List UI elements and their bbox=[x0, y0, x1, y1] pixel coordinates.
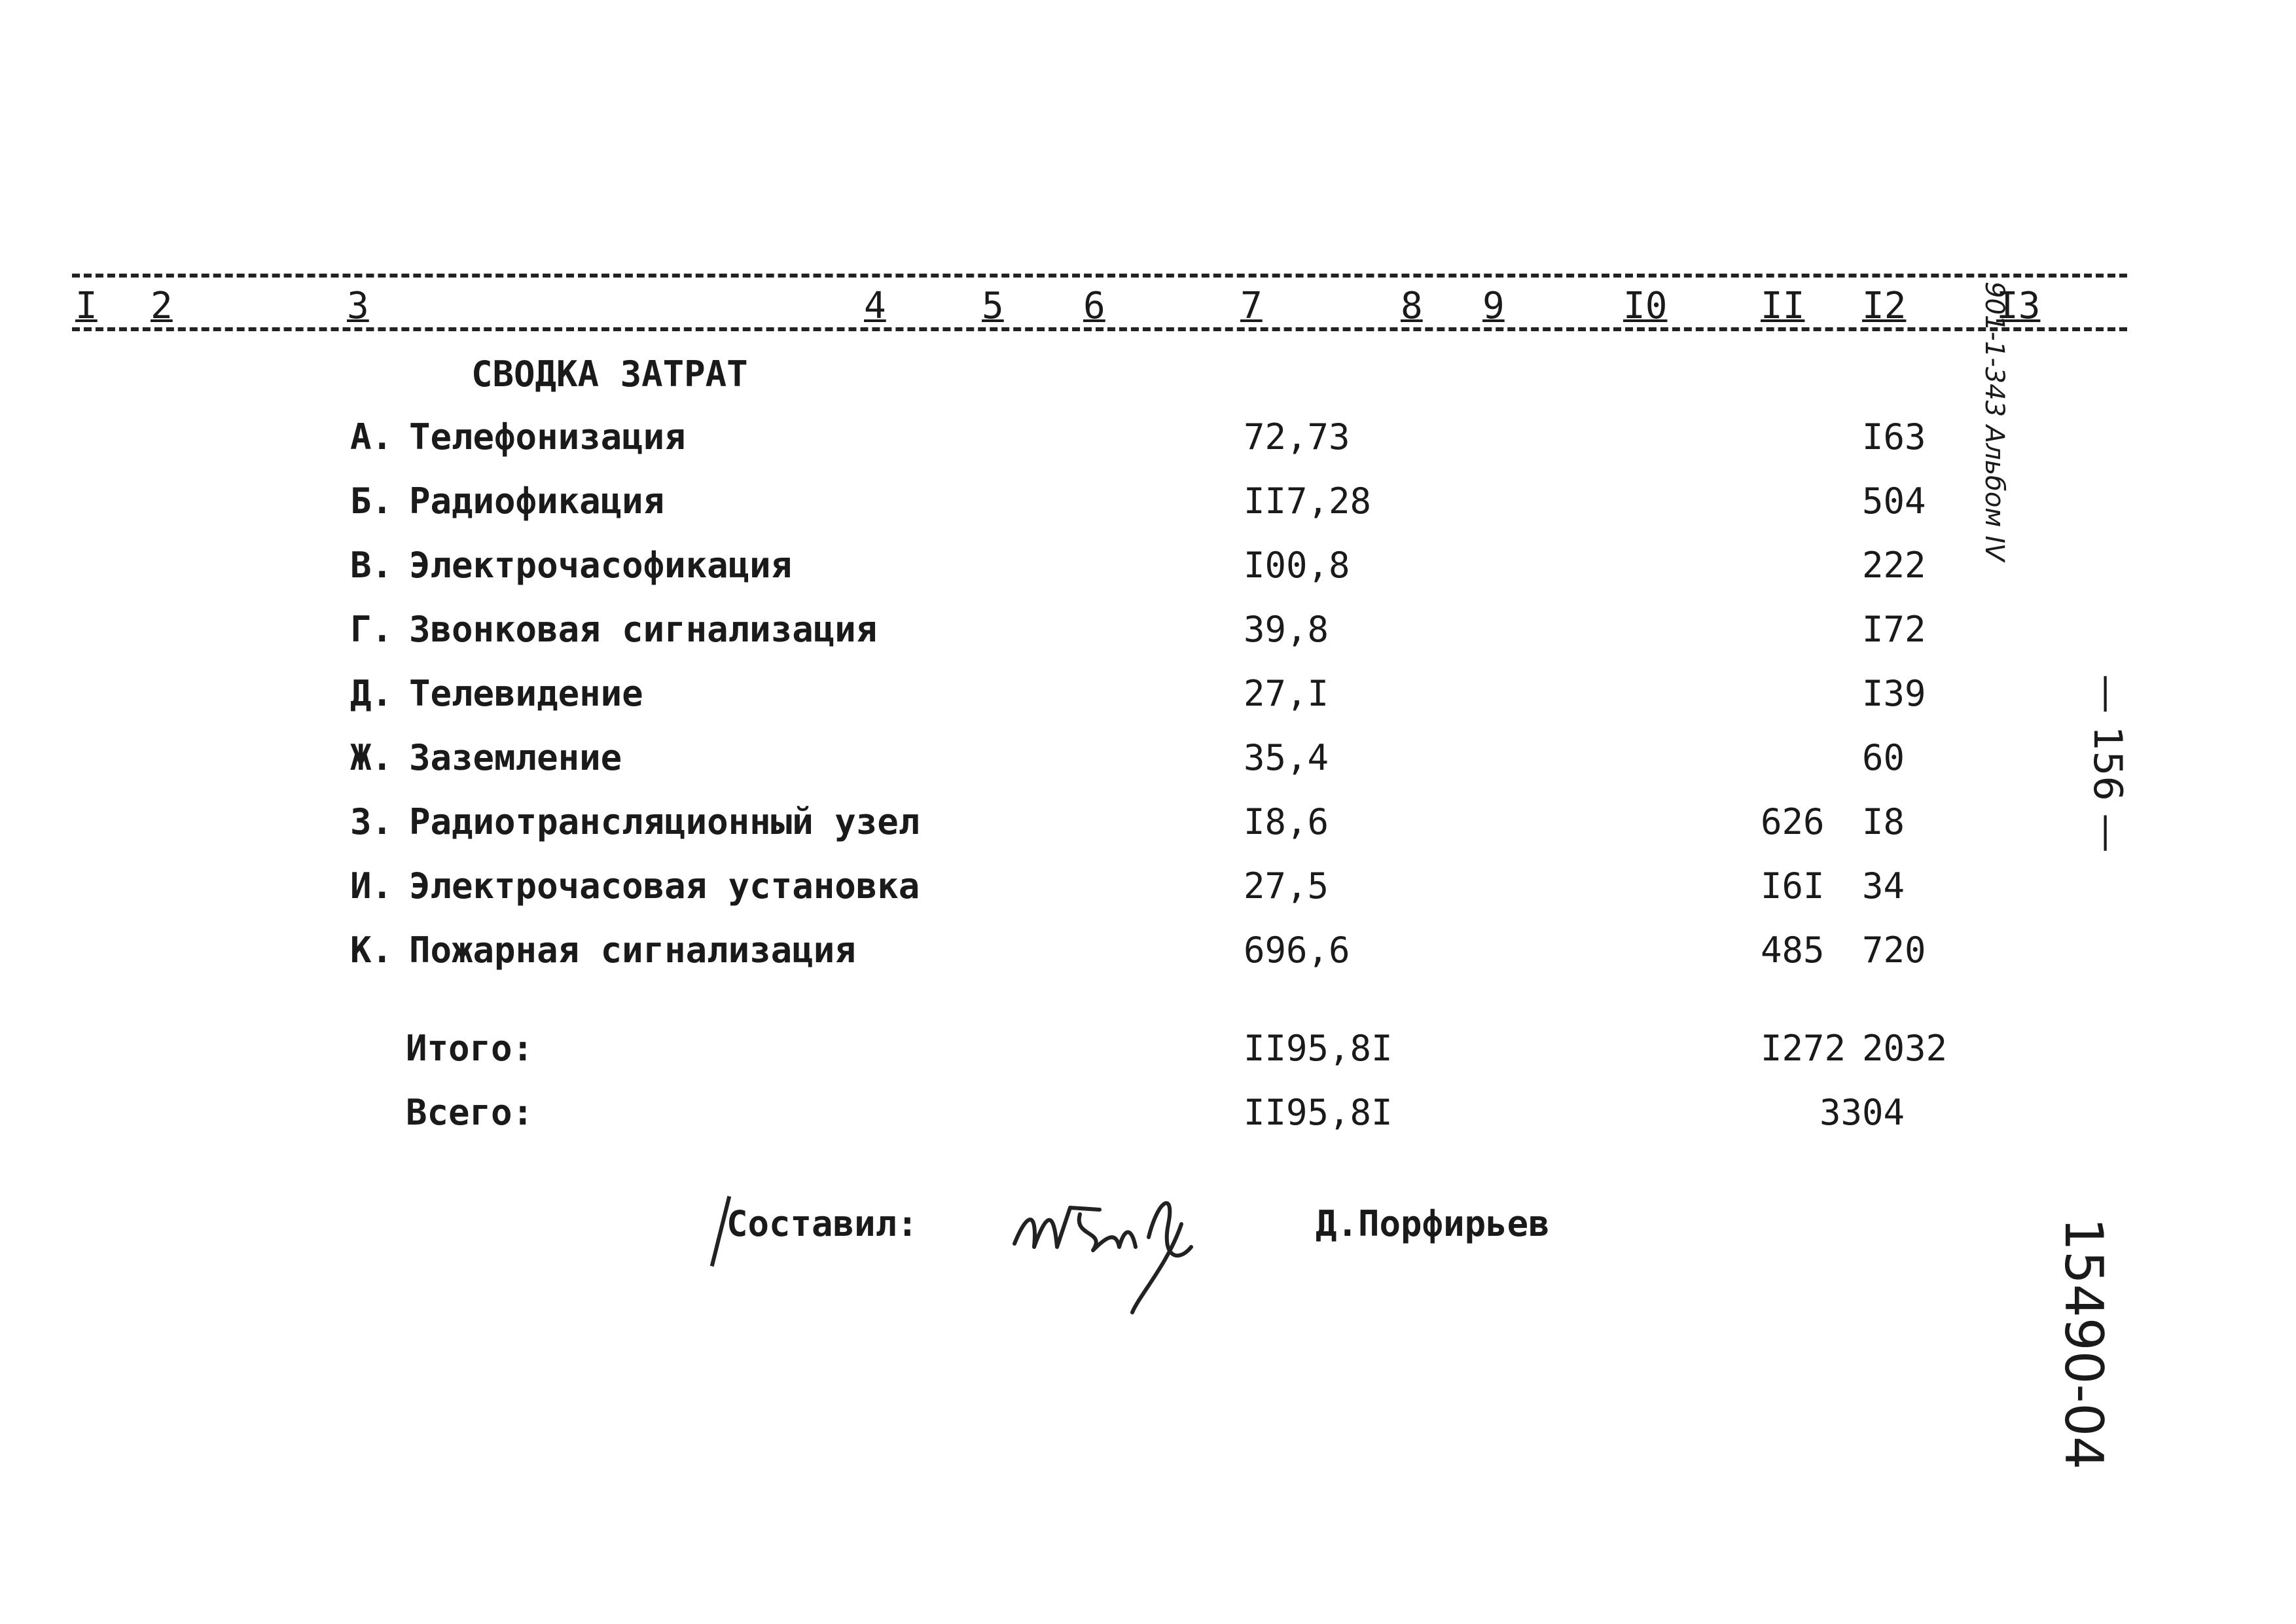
page-number: — 156 — bbox=[2085, 674, 2130, 853]
row-name: Звонковая сигнализация bbox=[409, 609, 878, 650]
column-number: I3 bbox=[1996, 285, 2041, 327]
cost-row bbox=[0, 668, 2296, 720]
row-col7-value: 27,I bbox=[1244, 673, 1329, 714]
column-number: 6 bbox=[1083, 285, 1105, 327]
row-name: Телефонизация bbox=[409, 416, 686, 458]
subtotal-col12-value: 2032 bbox=[1862, 1028, 1948, 1069]
total-label: Всего: bbox=[406, 1092, 534, 1133]
row-name: Телевидение bbox=[409, 673, 643, 714]
cost-row bbox=[0, 475, 2296, 528]
row-col7-value: 35,4 bbox=[1244, 737, 1329, 778]
column-number: 8 bbox=[1401, 285, 1423, 327]
row-letter: А. bbox=[350, 416, 393, 458]
column-number: I bbox=[75, 285, 98, 327]
cost-row bbox=[0, 924, 2296, 977]
column-number: 3 bbox=[347, 285, 369, 327]
archive-number: 15490-04 bbox=[2053, 1218, 2114, 1470]
row-col7-value: 27,5 bbox=[1244, 865, 1329, 907]
row-letter: Г. bbox=[350, 609, 393, 650]
header-top-rule bbox=[72, 274, 2127, 278]
row-col7-value: I00,8 bbox=[1244, 545, 1350, 586]
row-col12-value: I39 bbox=[1862, 673, 1926, 714]
margin-document-code: 901-1-343 Альбом IV bbox=[1979, 281, 2009, 562]
column-number: I0 bbox=[1623, 285, 1668, 327]
header-bottom-rule bbox=[72, 327, 2127, 331]
row-col7-value: 39,8 bbox=[1244, 609, 1329, 650]
row-name: Пожарная сигнализация bbox=[409, 929, 856, 971]
row-col7-value: 696,6 bbox=[1244, 929, 1350, 971]
cost-row bbox=[0, 604, 2296, 656]
row-letter: Ж. bbox=[350, 737, 393, 778]
cost-row bbox=[0, 539, 2296, 592]
cost-row bbox=[0, 796, 2296, 848]
cost-row bbox=[0, 860, 2296, 912]
row-letter: З. bbox=[350, 801, 393, 842]
row-col7-value: II7,28 bbox=[1244, 480, 1372, 522]
row-letter: К. bbox=[350, 929, 393, 971]
row-col12-value: I63 bbox=[1862, 416, 1926, 458]
column-number: I2 bbox=[1862, 285, 1907, 327]
column-number: 2 bbox=[151, 285, 173, 327]
column-number: 7 bbox=[1240, 285, 1263, 327]
row-col12-value: 34 bbox=[1862, 865, 1905, 907]
column-number: 4 bbox=[864, 285, 886, 327]
subtotal-col7-value: II95,8I bbox=[1244, 1028, 1393, 1069]
column-number: 5 bbox=[982, 285, 1004, 327]
cost-row bbox=[0, 732, 2296, 784]
total-row bbox=[0, 1087, 2296, 1139]
row-letter: И. bbox=[350, 865, 393, 907]
row-col7-value: I8,6 bbox=[1244, 801, 1329, 842]
row-name: Заземление bbox=[409, 737, 622, 778]
row-col12-value: I72 bbox=[1862, 609, 1926, 650]
total-col7-value: II95,8I bbox=[1244, 1092, 1393, 1133]
column-number: II bbox=[1761, 285, 1805, 327]
composer-name: Д.Порфирьев bbox=[1316, 1203, 1550, 1244]
handwritten-signature bbox=[1008, 1185, 1204, 1316]
subtotal-row bbox=[0, 1022, 2296, 1075]
subtotal-col11-value: I272 bbox=[1761, 1028, 1846, 1069]
row-col12-value: I8 bbox=[1862, 801, 1905, 842]
row-col11-value: 485 bbox=[1761, 929, 1825, 971]
row-letter: В. bbox=[350, 545, 393, 586]
row-col11-value: I6I bbox=[1761, 865, 1825, 907]
row-name: Радиотрансляционный узел bbox=[409, 801, 920, 842]
composed-label: Составил: bbox=[726, 1203, 918, 1244]
row-col11-value: 626 bbox=[1761, 801, 1825, 842]
row-col7-value: 72,73 bbox=[1244, 416, 1350, 458]
row-col12-value: 60 bbox=[1862, 737, 1905, 778]
document-title: СВОДКА ЗАТРАТ bbox=[471, 353, 748, 395]
column-number: 9 bbox=[1482, 285, 1505, 327]
subtotal-label: Итого: bbox=[406, 1028, 534, 1069]
grand-total-value: 3304 bbox=[1820, 1092, 1905, 1133]
cost-row bbox=[0, 411, 2296, 463]
row-col12-value: 504 bbox=[1862, 480, 1926, 522]
row-name: Электрочасофикация bbox=[409, 545, 793, 586]
row-letter: Д. bbox=[350, 673, 393, 714]
row-name: Электрочасовая установка bbox=[409, 865, 920, 907]
row-letter: Б. bbox=[350, 480, 393, 522]
row-name: Радиофикация bbox=[409, 480, 665, 522]
row-col12-value: 222 bbox=[1862, 545, 1926, 586]
row-col12-value: 720 bbox=[1862, 929, 1926, 971]
